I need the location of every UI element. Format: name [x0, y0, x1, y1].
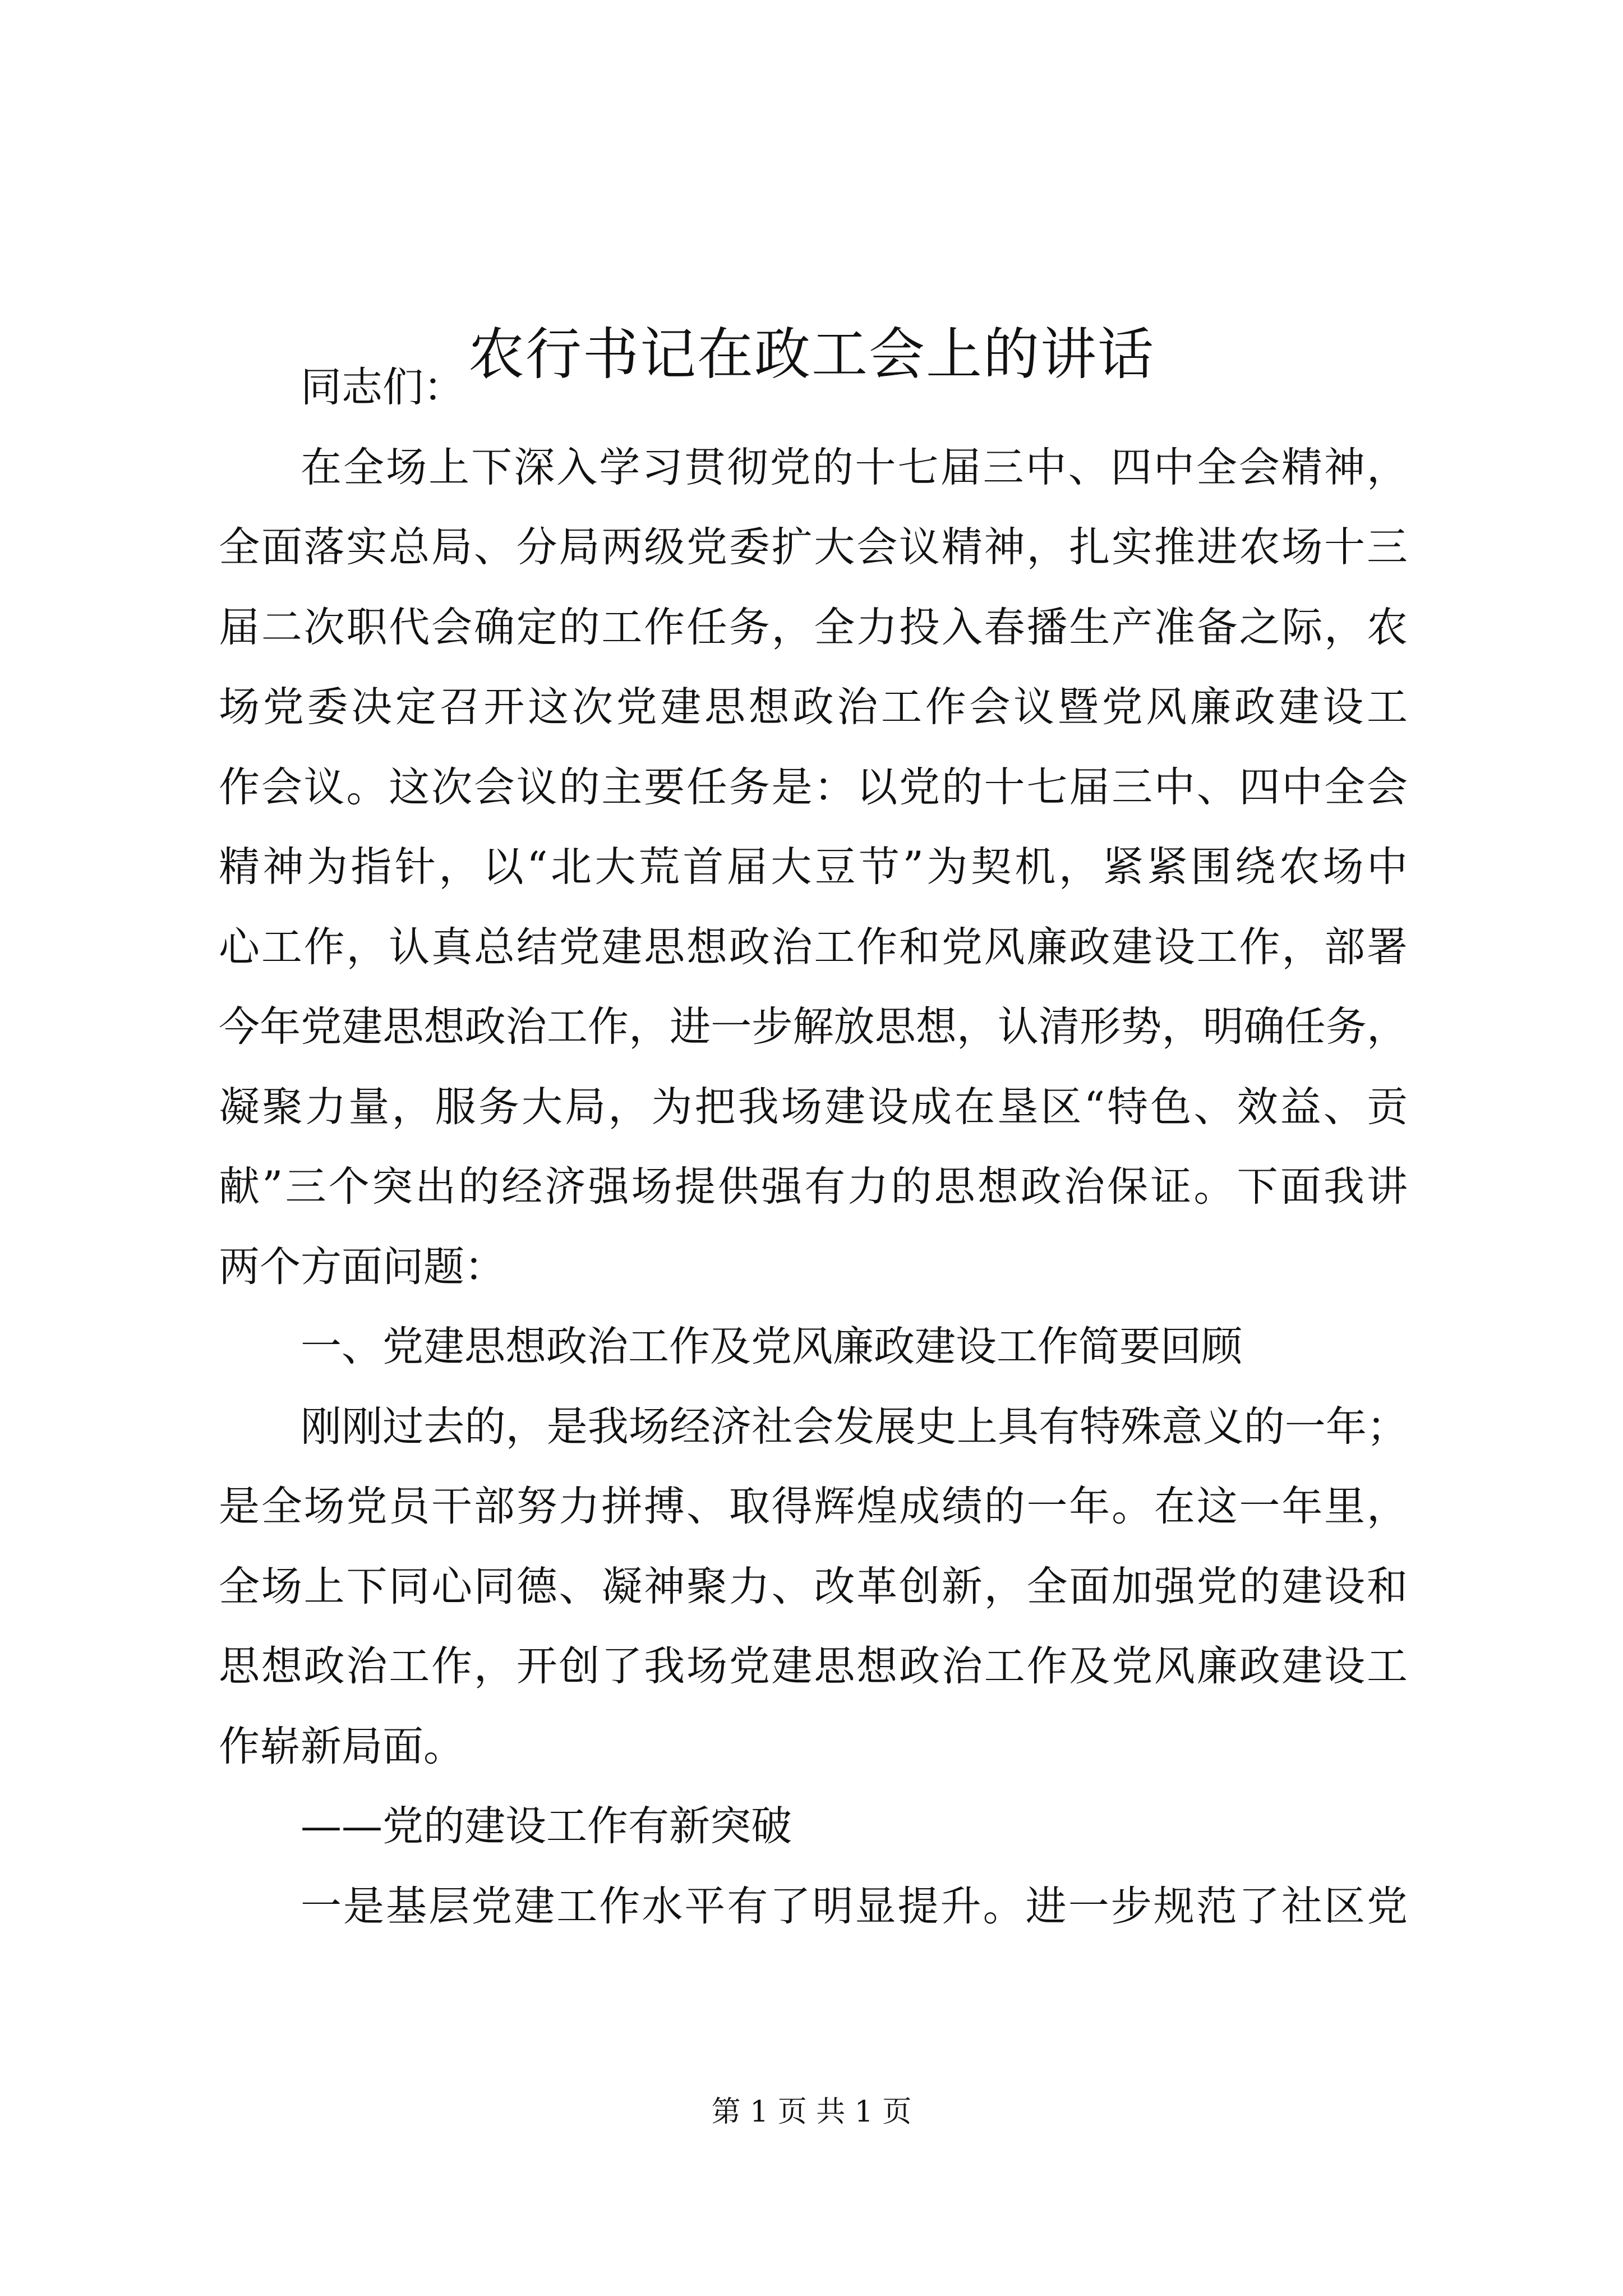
- text-line: 同志们：: [301, 364, 464, 411]
- text-line: 今年党建思想政治工作，进一步解放思想，认清形势，明确任务，: [219, 1003, 1408, 1051]
- text-line: 全场上下同心同德、凝神聚力、改革创新，全面加强党的建设和: [219, 1562, 1408, 1611]
- text-line: 两个方面问题：: [219, 1243, 505, 1291]
- text-line: 在全场上下深入学习贯彻党的十七届三中、四中全会精神，: [301, 443, 1408, 491]
- text-line: ——党的建设工作有新突破: [301, 1802, 792, 1850]
- text-line: 一是基层党建工作水平有了明显提升。进一步规范了社区党: [301, 1882, 1408, 1930]
- text-line: 一、党建思想政治工作及党风廉政建设工作简要回顾: [301, 1323, 1242, 1370]
- text-line: 凝聚力量，服务大局，为把我场建设成在垦区“特色、效益、贡: [219, 1083, 1408, 1131]
- document-title: 农行书记在政工会上的讲话: [468, 321, 1155, 387]
- text-line: 作崭新局面。: [219, 1722, 464, 1770]
- text-line: 献”三个突出的经济强场提供强有力的思想政治保证。下面我讲: [219, 1163, 1408, 1211]
- text-line: 场党委决定召开这次党建思想政治工作会议暨党风廉政建设工: [219, 683, 1408, 731]
- text-line: 刚刚过去的，是我场经济社会发展史上具有特殊意义的一年；: [301, 1402, 1408, 1451]
- text-line: 届二次职代会确定的工作任务，全力投入春播生产准备之际，农: [219, 603, 1408, 651]
- text-line: 思想政治工作，开创了我场党建思想政治工作及党风廉政建设工: [219, 1642, 1408, 1690]
- text-line: 是全场党员干部努力拼搏、取得辉煌成绩的一年。在这一年里，: [219, 1483, 1408, 1530]
- page-footer: 第 1 页 共 1 页: [711, 2095, 912, 2129]
- document-body: [219, 348, 1408, 1947]
- text-line: 全面落实总局、分局两级党委扩大会议精神，扎实推进农场十三: [219, 523, 1408, 571]
- text-line: 作会议。这次会议的主要任务是：以党的十七届三中、四中全会: [219, 763, 1408, 811]
- text-line: 精神为指针，以“北大荒首届大豆节”为契机，紧紧围绕农场中: [219, 843, 1408, 891]
- text-line: 心工作，认真总结党建思想政治工作和党风廉政建设工作，部署: [219, 923, 1408, 971]
